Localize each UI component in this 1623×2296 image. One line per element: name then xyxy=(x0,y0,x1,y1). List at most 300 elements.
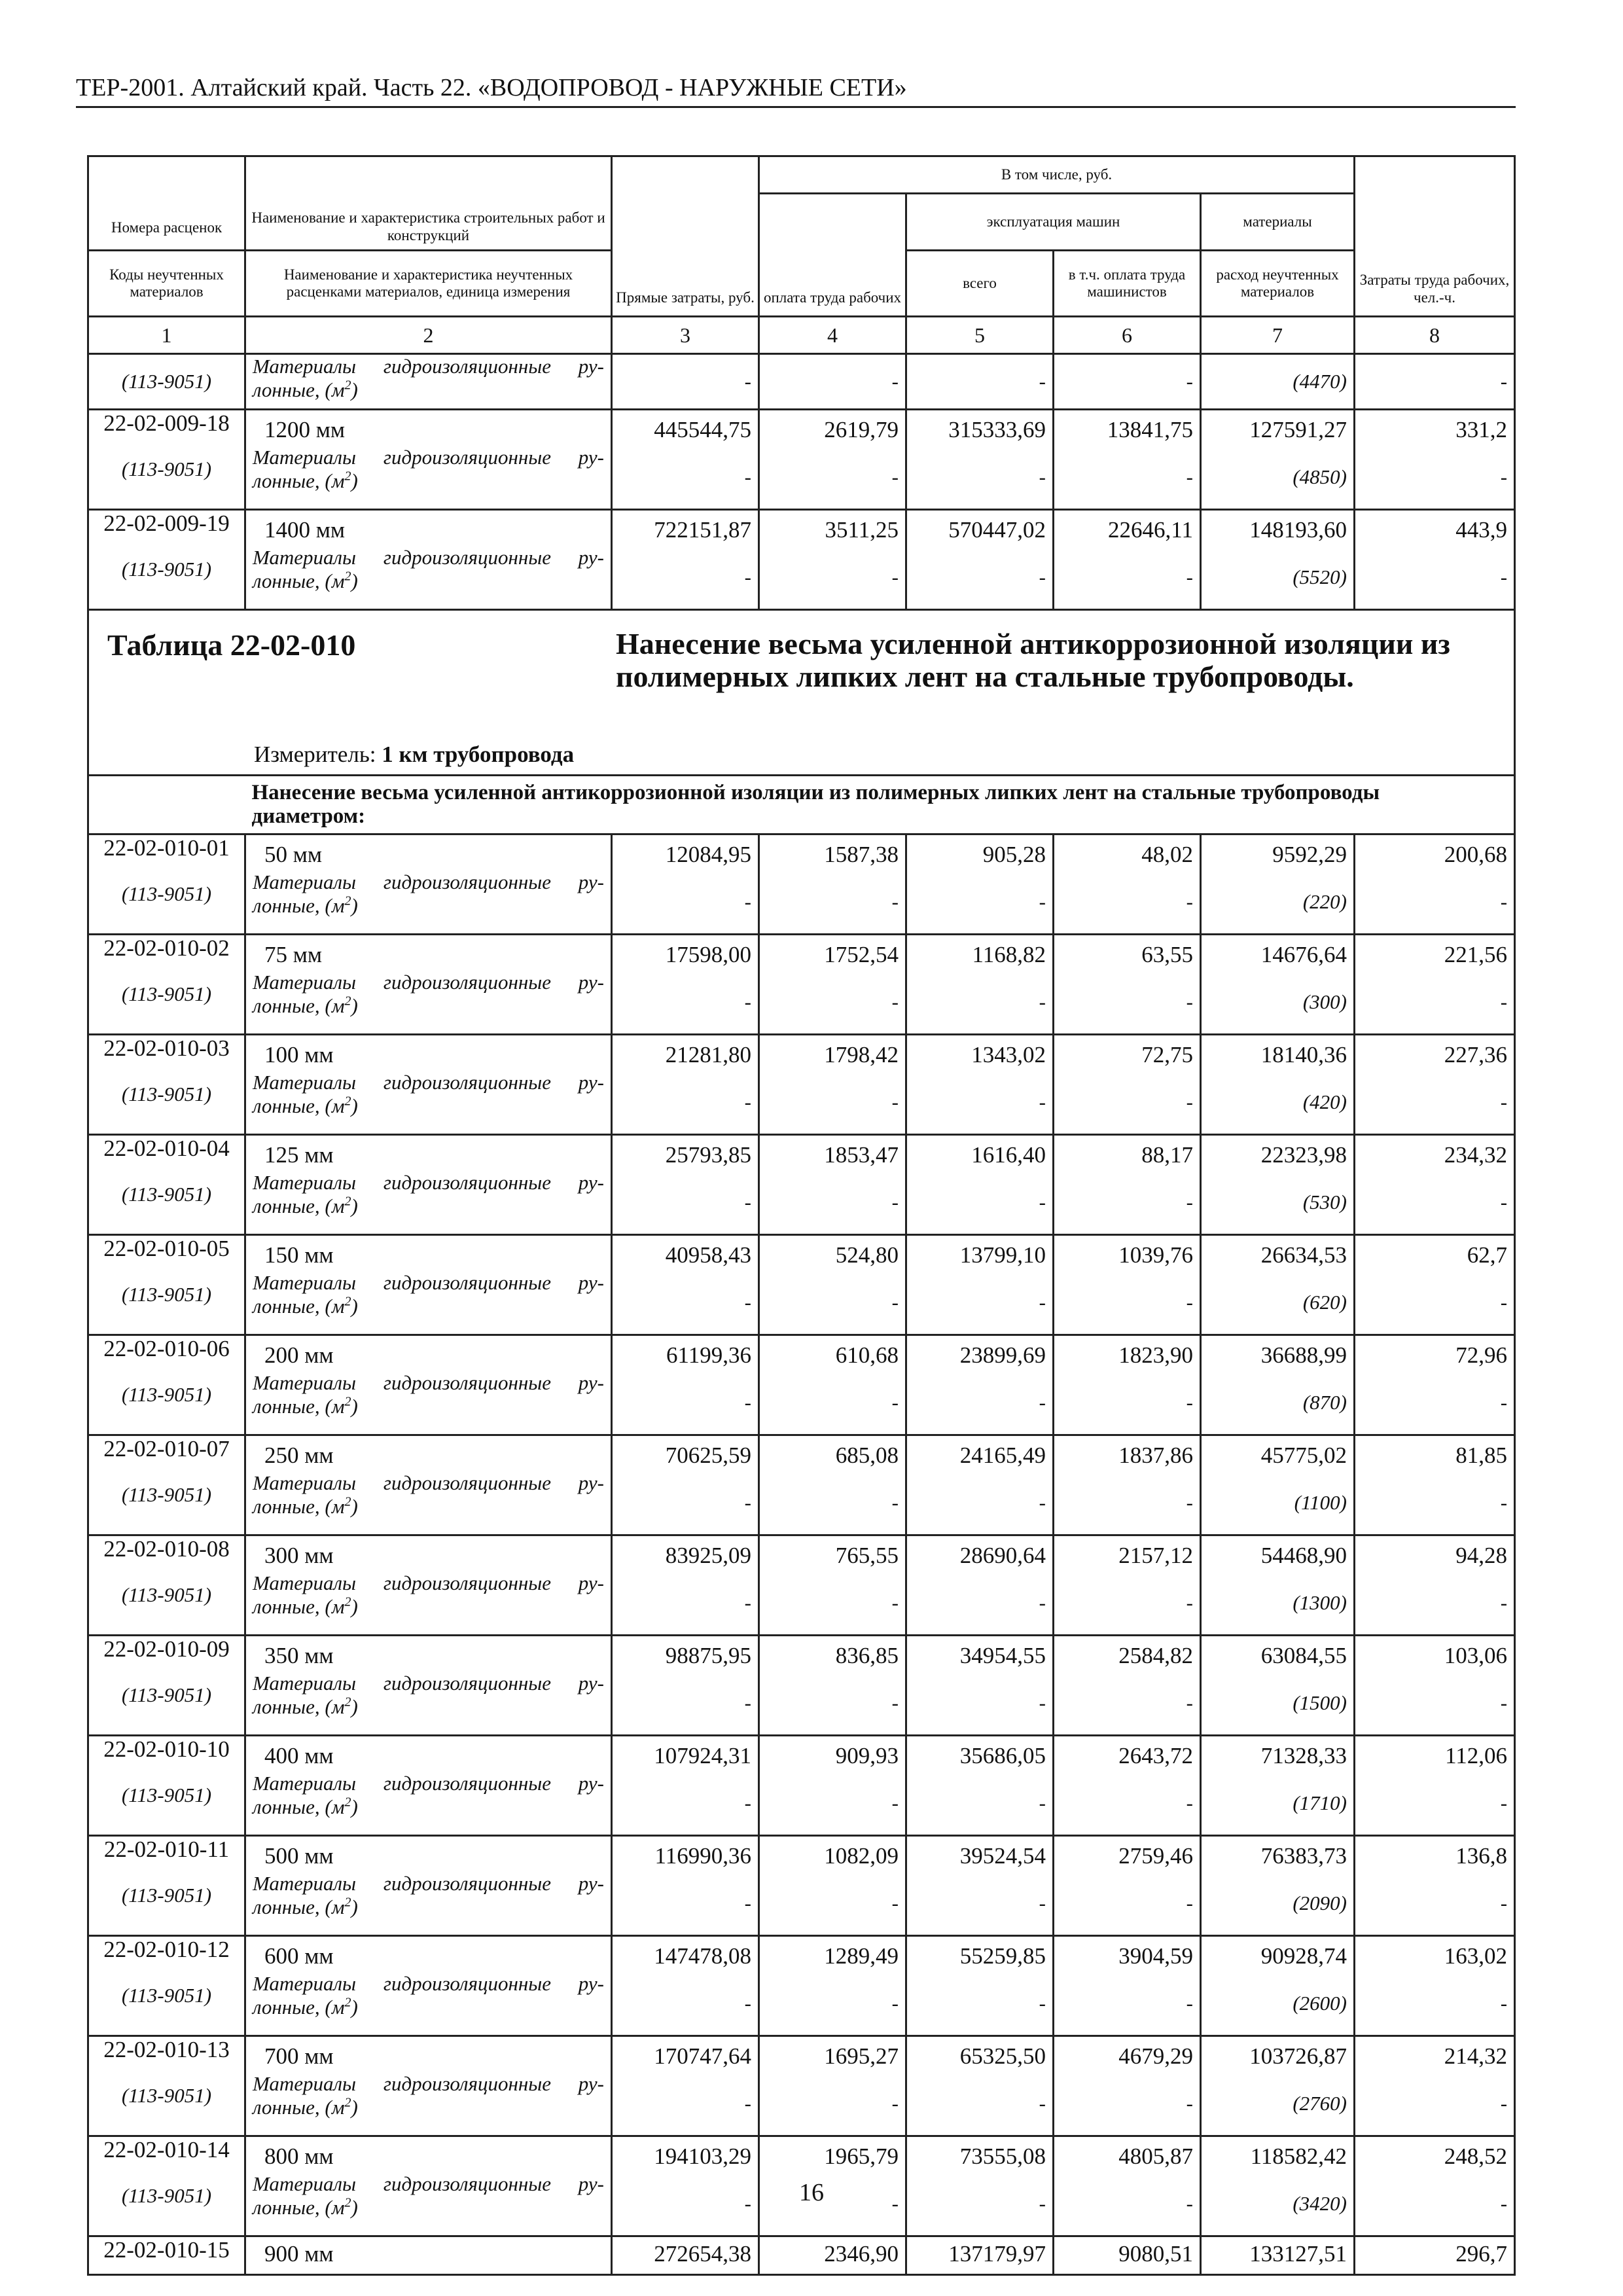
value-mach: 73555,08 xyxy=(959,2144,1046,2170)
dash: - xyxy=(891,2192,899,2215)
value-mach: 34954,55 xyxy=(959,1643,1046,1669)
value-mach: 24165,49 xyxy=(959,1443,1046,1469)
dash: - xyxy=(1039,465,1046,488)
work-name: 75 мм xyxy=(264,942,323,968)
material-name-line1: Материалы гидроизоляционные ру- xyxy=(253,446,604,469)
value-hours: 214,32 xyxy=(1444,2043,1508,2070)
rate-code: 22-02-010-02 xyxy=(103,935,230,961)
dash: - xyxy=(891,565,899,588)
dash: - xyxy=(1500,1992,1508,2015)
material-name-block xyxy=(253,1371,604,1418)
dash: - xyxy=(891,1791,899,1815)
work-name: 125 мм xyxy=(264,1142,334,1168)
rate-code: 22-02-010-15 xyxy=(88,2236,245,2275)
table-row xyxy=(88,410,1515,510)
work-name-cell xyxy=(245,1235,612,1335)
dash: - xyxy=(1186,1291,1193,1314)
material-name-close: ) xyxy=(351,1895,358,1918)
value-hours: 443,9 xyxy=(1455,517,1508,543)
material-name-line2 xyxy=(253,2096,604,2119)
dash: - xyxy=(744,990,751,1014)
header-name-top: Наименование и характеристика строительных работ и конструкций xyxy=(245,156,612,251)
dash: - xyxy=(1054,354,1201,410)
value-cell-labor xyxy=(759,1636,906,1736)
work-name: 250 мм xyxy=(264,1443,334,1469)
material-name-text: лонные, (м xyxy=(253,1594,345,1618)
material-code: (113-9051) xyxy=(121,1183,212,1206)
value-cell-mach_op xyxy=(1054,1135,1201,1235)
value-mat: 118582,42 xyxy=(1250,2144,1347,2170)
value-cell-labor xyxy=(759,510,906,610)
value-labor: 1752,54 xyxy=(824,942,899,968)
value-cell-direct xyxy=(612,1535,759,1636)
rate-code-cell xyxy=(88,1736,245,1836)
dash: - xyxy=(744,1491,751,1515)
value-mach: 65325,50 xyxy=(959,2043,1046,2070)
value-mach: 905,28 xyxy=(982,842,1046,868)
material-name-line1: Материалы гидроизоляционные ру- xyxy=(253,1672,604,1695)
dash: - xyxy=(891,1591,899,1615)
value-cell-mat xyxy=(1201,1435,1355,1535)
value-labor: 2346,90 xyxy=(759,2236,906,2275)
value-hours: 112,06 xyxy=(1445,1743,1508,1769)
material-name-sup: 2 xyxy=(344,1594,351,1609)
dash: - xyxy=(744,565,751,588)
material-name-text: лонные, (м xyxy=(253,569,345,592)
value-cell-mach_op xyxy=(1054,410,1201,510)
value-cell-mach_op xyxy=(1054,1235,1201,1335)
table-row xyxy=(88,2036,1515,2136)
material-name-close: ) xyxy=(351,2195,358,2219)
header-machines: эксплуатация машин xyxy=(906,194,1201,251)
work-name-cell xyxy=(245,410,612,510)
material-name-line2 xyxy=(253,1595,604,1619)
material-name-sup: 2 xyxy=(344,1394,351,1409)
rates-table xyxy=(87,155,1516,2276)
value-hours: 234,32 xyxy=(1444,1142,1508,1168)
material-name-line1: Материалы гидроизоляционные ру- xyxy=(253,1872,604,1895)
material-name-line1: Материалы гидроизоляционные ру- xyxy=(253,1171,604,1194)
value-labor: 836,85 xyxy=(835,1643,899,1669)
material-qty: (420) xyxy=(1302,1090,1347,1114)
rate-code: 22-02-009-19 xyxy=(103,511,230,536)
material-name-line1: Материалы гидроизоляционные ру- xyxy=(253,1271,604,1295)
rate-code: 22-02-010-08 xyxy=(103,1536,230,1562)
value-cell-direct xyxy=(612,2036,759,2136)
dash: - xyxy=(1039,1090,1046,1114)
value-cell-hours xyxy=(1355,2036,1515,2136)
material-name xyxy=(245,354,612,410)
dash: - xyxy=(744,2092,751,2115)
material-name-line2 xyxy=(253,1395,604,1418)
material-name-line2 xyxy=(253,994,604,1018)
header-code-bottom: Коды неучтенных материалов xyxy=(88,251,245,317)
material-name-text: лонные, (м xyxy=(253,1995,345,2018)
material-name-line1: Материалы гидроизоляционные ру- xyxy=(253,971,604,994)
header-machines-incl: в т.ч. оплата труда машинистов xyxy=(1054,251,1201,317)
value-cell-labor xyxy=(759,1135,906,1235)
material-qty: (300) xyxy=(1302,990,1347,1014)
value-mat: 71328,33 xyxy=(1260,1743,1347,1769)
value-cell-mach_op xyxy=(1054,1435,1201,1535)
dash: - xyxy=(744,1191,751,1214)
value-mach_op: 4805,87 xyxy=(1118,2144,1193,2170)
value-mat: 36688,99 xyxy=(1260,1342,1347,1369)
group-title-row xyxy=(88,776,1515,834)
dash: - xyxy=(1039,565,1046,588)
material-code: (113-9051) xyxy=(88,354,245,410)
col-num: 2 xyxy=(245,317,612,354)
value-cell-mat xyxy=(1201,1335,1355,1435)
material-name-close: ) xyxy=(351,1194,358,1217)
material-qty: (2600) xyxy=(1293,1992,1347,2015)
dash: - xyxy=(612,354,759,410)
value-cell-mach_op xyxy=(1054,1936,1201,2036)
value-labor: 2619,79 xyxy=(824,417,899,442)
rate-code-cell xyxy=(88,1535,245,1636)
rate-code: 22-02-010-10 xyxy=(103,1736,230,1763)
value-mach_op: 3904,59 xyxy=(1118,1943,1193,1969)
material-name-close: ) xyxy=(351,1594,358,1618)
material-name-close: ) xyxy=(351,1995,358,2018)
dash: - xyxy=(891,1992,899,2015)
material-name-block xyxy=(253,870,604,917)
header-code-top: Номера расценок xyxy=(88,156,245,251)
value-direct: 61199,36 xyxy=(666,1342,751,1369)
value-labor: 909,93 xyxy=(835,1743,899,1769)
dash: - xyxy=(1186,2192,1193,2215)
work-name: 300 мм xyxy=(264,1543,334,1569)
value-direct: 40958,43 xyxy=(665,1242,751,1268)
material-name-text: лонные, (м xyxy=(253,1895,345,1918)
value-cell-mach_op xyxy=(1054,2036,1201,2136)
material-qty: (1100) xyxy=(1294,1491,1347,1515)
material-name-sup: 2 xyxy=(344,1294,351,1309)
value-labor: 1587,38 xyxy=(824,842,899,868)
material-name-block xyxy=(253,1271,604,1318)
value-direct: 170747,64 xyxy=(654,2043,751,2070)
dash: - xyxy=(744,890,751,914)
value-direct: 722151,87 xyxy=(654,517,751,543)
rate-code: 22-02-010-11 xyxy=(103,1837,230,1863)
header-machines-total: всего xyxy=(906,251,1054,317)
header-name-bottom: Наименование и характеристика неучтенных расценками материалов, единица измерения xyxy=(245,251,612,317)
dash: - xyxy=(1500,1491,1508,1515)
value-cell-mach xyxy=(906,1035,1054,1135)
value-cell-hours xyxy=(1355,834,1515,935)
value-mach: 28690,64 xyxy=(959,1543,1046,1569)
table-row xyxy=(88,1035,1515,1135)
dash: - xyxy=(1039,1491,1046,1515)
value-direct: 272654,38 xyxy=(612,2236,759,2275)
dash: - xyxy=(1500,565,1508,588)
value-direct: 116990,36 xyxy=(654,1843,751,1869)
value-cell-direct xyxy=(612,1936,759,2036)
value-cell-direct xyxy=(612,1736,759,1836)
work-name: 400 мм xyxy=(264,1743,334,1769)
value-cell-labor xyxy=(759,410,906,510)
rate-code: 22-02-010-01 xyxy=(103,835,230,861)
value-direct: 17598,00 xyxy=(665,942,751,968)
material-name-sup: 2 xyxy=(344,1895,351,1910)
material-name-close: ) xyxy=(351,378,358,401)
value-mat: 54468,90 xyxy=(1260,1543,1347,1569)
work-name: 100 мм xyxy=(264,1042,334,1068)
material-name-block xyxy=(253,1872,604,1918)
dash: - xyxy=(1186,1491,1193,1515)
value-mach_op: 22646,11 xyxy=(1108,517,1193,543)
dash: - xyxy=(1500,1090,1508,1114)
value-hours: 72,96 xyxy=(1455,1342,1508,1369)
work-name: 800 мм xyxy=(264,2144,334,2170)
table-measure xyxy=(254,742,574,768)
material-qty: (620) xyxy=(1302,1291,1347,1314)
material-name-block xyxy=(253,446,604,492)
value-mat: 90928,74 xyxy=(1260,1943,1347,1969)
value-cell-hours xyxy=(1355,1736,1515,1836)
value-cell-labor xyxy=(759,1235,906,1335)
work-name-cell xyxy=(245,1836,612,1936)
table-row xyxy=(88,834,1515,935)
material-name-block xyxy=(253,1672,604,1718)
dash: - xyxy=(1500,890,1508,914)
dash: - xyxy=(891,1691,899,1715)
material-name-line1: Материалы гидроизоляционные ру- xyxy=(253,2172,604,2196)
material-name-text: лонные, (м xyxy=(253,1194,345,1217)
value-cell-labor xyxy=(759,1836,906,1936)
material-name-sup: 2 xyxy=(344,893,351,908)
dash: - xyxy=(1039,1591,1046,1615)
material-name-line1: Материалы гидроизоляционные ру- xyxy=(253,1371,604,1395)
value-mach: 137179,97 xyxy=(906,2236,1054,2275)
material-name-close: ) xyxy=(351,893,358,917)
value-hours: 163,02 xyxy=(1444,1943,1508,1969)
value-cell-mach_op xyxy=(1054,834,1201,935)
material-name-sup: 2 xyxy=(344,1094,351,1109)
rate-code-cell xyxy=(88,1435,245,1535)
value-cell-mat xyxy=(1201,1736,1355,1836)
material-name-text: лонные, (м xyxy=(253,893,345,917)
material-code: (113-9051) xyxy=(121,1283,212,1306)
value-direct: 194103,29 xyxy=(654,2144,751,2170)
value-cell-mach xyxy=(906,1836,1054,1936)
material-code: (113-9051) xyxy=(121,1784,212,1807)
value-cell-mach xyxy=(906,935,1054,1035)
dash: - xyxy=(1039,2092,1046,2115)
dash: - xyxy=(1039,1691,1046,1715)
material-name-line1: Материалы гидроизоляционные ру- xyxy=(253,355,604,378)
dash: - xyxy=(744,1291,751,1314)
material-name-text: лонные, (м xyxy=(253,1494,345,1518)
table-row xyxy=(88,1636,1515,1736)
rate-code-cell xyxy=(88,1636,245,1736)
value-labor: 610,68 xyxy=(835,1342,899,1369)
col-num: 3 xyxy=(612,317,759,354)
material-code: (113-9051) xyxy=(121,2084,212,2108)
material-name-line2 xyxy=(253,1795,604,1819)
value-cell-mat xyxy=(1201,2036,1355,2136)
material-name-close: ) xyxy=(351,1494,358,1518)
value-cell-mat xyxy=(1201,1535,1355,1636)
material-code: (113-9051) xyxy=(121,1984,212,2007)
rate-code-cell xyxy=(88,510,245,610)
group-title: Нанесение весьма усиленной антикоррозионной изоляции из полимерных липких лент на стальные трубопроводы диаметром: xyxy=(245,776,1515,834)
material-name-line1: Материалы гидроизоляционные ру- xyxy=(253,1071,604,1094)
material-code: (113-9051) xyxy=(121,1583,212,1607)
value-mach: 1343,02 xyxy=(971,1042,1046,1068)
rate-code-cell xyxy=(88,1035,245,1135)
value-cell-mach xyxy=(906,834,1054,935)
value-mach: 1168,82 xyxy=(972,942,1046,968)
dash: - xyxy=(1186,565,1193,588)
dash: - xyxy=(1500,990,1508,1014)
material-name-block xyxy=(253,971,604,1017)
material-code: (113-9051) xyxy=(121,2184,212,2208)
material-name-line2 xyxy=(253,1695,604,1719)
value-cell-labor xyxy=(759,1435,906,1535)
header-labor-pay: оплата труда рабочих xyxy=(759,194,906,317)
dash: - xyxy=(1186,2092,1193,2115)
value-mat: 14676,64 xyxy=(1260,942,1347,968)
dash: - xyxy=(891,1090,899,1114)
material-qty: (4470) xyxy=(1201,354,1355,410)
material-name-sup: 2 xyxy=(344,469,351,484)
material-code: (113-9051) xyxy=(121,1683,212,1707)
material-name-line2 xyxy=(253,894,604,918)
value-mach_op: 2584,82 xyxy=(1118,1643,1193,1669)
dash: - xyxy=(744,1391,751,1414)
material-name-sup: 2 xyxy=(344,1194,351,1209)
work-name-cell xyxy=(245,2036,612,2136)
value-cell-mach_op xyxy=(1054,935,1201,1035)
value-mach_op: 4679,29 xyxy=(1118,2043,1193,2070)
value-labor: 685,08 xyxy=(835,1443,899,1469)
material-qty: (4850) xyxy=(1293,465,1347,488)
value-mach_op: 1039,76 xyxy=(1118,1242,1193,1268)
col-num: 5 xyxy=(906,317,1054,354)
table-row xyxy=(88,2236,1515,2275)
value-hours: 94,28 xyxy=(1455,1543,1508,1569)
value-cell-direct xyxy=(612,1035,759,1135)
material-code: (113-9051) xyxy=(121,1083,212,1106)
value-cell-direct xyxy=(612,1636,759,1736)
value-hours: 296,7 xyxy=(1355,2236,1515,2275)
dash: - xyxy=(1039,1191,1046,1214)
value-mat: 18140,36 xyxy=(1260,1042,1347,1068)
table-title: Таблица 22-02-010 xyxy=(107,628,356,662)
dash: - xyxy=(891,1191,899,1214)
value-labor: 1853,47 xyxy=(824,1142,899,1168)
page-header: ТЕР-2001. Алтайский край. Часть 22. «ВОДОПРОВОД - НАРУЖНЫЕ СЕТИ» xyxy=(76,73,1516,108)
value-mach: 570447,02 xyxy=(948,517,1046,543)
col-num: 1 xyxy=(88,317,245,354)
value-cell-direct xyxy=(612,1435,759,1535)
material-name-sup: 2 xyxy=(344,378,351,393)
dash: - xyxy=(1500,1691,1508,1715)
material-name-sup: 2 xyxy=(344,1695,351,1710)
rate-code: 22-02-010-04 xyxy=(103,1136,230,1162)
material-name-block xyxy=(253,1772,604,1818)
value-cell-hours xyxy=(1355,1435,1515,1535)
dash: - xyxy=(744,1090,751,1114)
value-direct: 83925,09 xyxy=(665,1543,751,1569)
rate-code: 22-02-009-18 xyxy=(103,410,230,436)
table-row xyxy=(88,1836,1515,1936)
value-cell-mach_op xyxy=(1054,1736,1201,1836)
column-numbers-row xyxy=(88,317,1515,354)
rate-code: 22-02-010-09 xyxy=(103,1636,230,1662)
col-num: 8 xyxy=(1355,317,1515,354)
value-mat: 22323,98 xyxy=(1260,1142,1347,1168)
dash: - xyxy=(891,990,899,1014)
material-qty: (2760) xyxy=(1293,2092,1347,2115)
value-cell-mach xyxy=(906,1235,1054,1335)
dash: - xyxy=(891,890,899,914)
value-direct: 98875,95 xyxy=(665,1643,751,1669)
work-name: 200 мм xyxy=(264,1342,334,1369)
material-name-close: ) xyxy=(351,2095,358,2119)
rate-code-cell xyxy=(88,1135,245,1235)
value-labor: 1289,49 xyxy=(824,1943,899,1969)
value-mat: 26634,53 xyxy=(1260,1242,1347,1268)
dash: - xyxy=(1039,1892,1046,1915)
material-name-close: ) xyxy=(351,1795,358,1818)
dash: - xyxy=(1500,465,1508,488)
work-name: 1400 мм xyxy=(264,517,346,543)
value-mach_op: 48,02 xyxy=(1141,842,1193,868)
work-name-cell xyxy=(245,1636,612,1736)
value-mach: 39524,54 xyxy=(959,1843,1046,1869)
dash: - xyxy=(1500,1391,1508,1414)
value-mat: 148193,60 xyxy=(1249,517,1347,543)
value-cell-labor xyxy=(759,1535,906,1636)
material-name-line2 xyxy=(253,569,604,593)
value-cell-mat xyxy=(1201,1836,1355,1936)
work-name-cell xyxy=(245,1736,612,1836)
value-direct: 12084,95 xyxy=(665,842,751,868)
value-hours: 227,36 xyxy=(1444,1042,1508,1068)
value-hours: 331,2 xyxy=(1455,417,1508,442)
value-hours: 221,56 xyxy=(1444,942,1508,968)
dash: - xyxy=(1500,1191,1508,1214)
material-code: (113-9051) xyxy=(121,457,212,480)
table-row xyxy=(88,1335,1515,1435)
dash: - xyxy=(1186,890,1193,914)
material-name-line2 xyxy=(253,469,604,493)
material-name-line2 xyxy=(253,378,604,402)
rate-code-cell xyxy=(88,1836,245,1936)
dash: - xyxy=(1500,1892,1508,1915)
table-row xyxy=(88,1135,1515,1235)
material-name-block xyxy=(253,2072,604,2119)
material-code: (113-9051) xyxy=(121,1884,212,1907)
rate-code: 22-02-010-13 xyxy=(103,2037,230,2063)
rate-code: 22-02-010-03 xyxy=(103,1035,230,1062)
dash: - xyxy=(1039,1992,1046,2015)
rate-code: 22-02-010-05 xyxy=(103,1236,230,1262)
material-name-line2 xyxy=(253,1996,604,2019)
value-cell-mach_op xyxy=(1054,1035,1201,1135)
value-cell-labor xyxy=(759,1335,906,1435)
value-mach: 23899,69 xyxy=(959,1342,1046,1369)
value-mach_op: 1823,90 xyxy=(1118,1342,1193,1369)
work-name-cell xyxy=(245,1335,612,1435)
value-cell-mach xyxy=(906,1936,1054,2036)
material-qty: (530) xyxy=(1302,1191,1347,1214)
value-cell-hours xyxy=(1355,1535,1515,1636)
material-name-sup: 2 xyxy=(344,1995,351,2010)
value-cell-mat xyxy=(1201,410,1355,510)
